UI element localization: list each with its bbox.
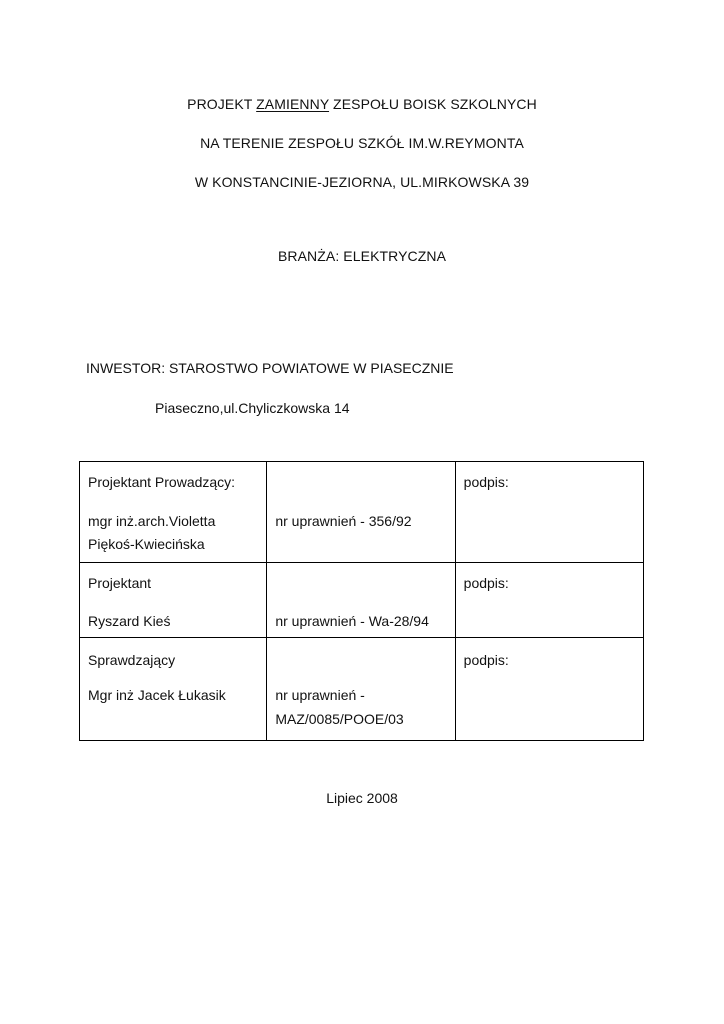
- project-title-line-3: W KONSTANCINIE-JEZIORNA, UL.MIRKOWSKA 39: [194, 174, 530, 190]
- investor-name: INWESTOR: STAROSTWO POWIATOWE W PIASECZNIE: [86, 360, 454, 376]
- project-title-emphasis: ZAMIENNY: [256, 96, 330, 112]
- license-cell: [267, 638, 455, 741]
- role-label: Projektant: [88, 575, 152, 591]
- document-date: Lipiec 2008: [326, 790, 398, 806]
- project-title-line-2: NA TERENIE ZESPOŁU SZKÓŁ IM.W.REYMONTA: [200, 135, 524, 151]
- license-number: nr uprawnień - Wa-28/94: [275, 613, 429, 629]
- project-title-suffix: ZESPOŁU BOISK SZKOLNYCH: [329, 96, 537, 112]
- license-number: nr uprawnień - 356/92: [275, 513, 412, 529]
- role-cell: [80, 462, 267, 563]
- investor-address: Piaseczno,ul.Chyliczkowska 14: [155, 400, 350, 416]
- person-name: Ryszard Kieś: [88, 613, 171, 629]
- role-cell: [80, 563, 267, 638]
- signature-cell: [455, 462, 643, 563]
- license-cell: [267, 563, 455, 638]
- role-label: Projektant Prowadzący:: [88, 474, 236, 490]
- table-row: [80, 638, 644, 741]
- role-label: Sprawdzający: [88, 652, 176, 668]
- license-number-continued: MAZ/0085/POOE/03: [275, 711, 404, 727]
- signature-cell: [455, 563, 643, 638]
- signature-label: podpis:: [463, 474, 509, 490]
- person-name-continued: Piękoś-Kwiecińska: [88, 536, 205, 552]
- person-name: Mgr inż Jacek Łukasik: [88, 687, 226, 703]
- project-title-line-1: [0, 96, 724, 112]
- branch-label: BRANŻA: ELEKTRYCZNA: [277, 248, 447, 264]
- table-row: [80, 563, 644, 638]
- signature-cell: [455, 638, 643, 741]
- signature-label: podpis:: [463, 652, 509, 668]
- license-cell: [267, 462, 455, 563]
- signature-label: podpis:: [463, 575, 509, 591]
- license-number: nr uprawnień -: [275, 687, 365, 703]
- project-title-prefix: PROJEKT: [187, 96, 257, 112]
- role-cell: [80, 638, 267, 741]
- table-row: [80, 462, 644, 563]
- person-name: mgr inż.arch.Violetta: [88, 513, 216, 529]
- signature-table: [79, 461, 644, 741]
